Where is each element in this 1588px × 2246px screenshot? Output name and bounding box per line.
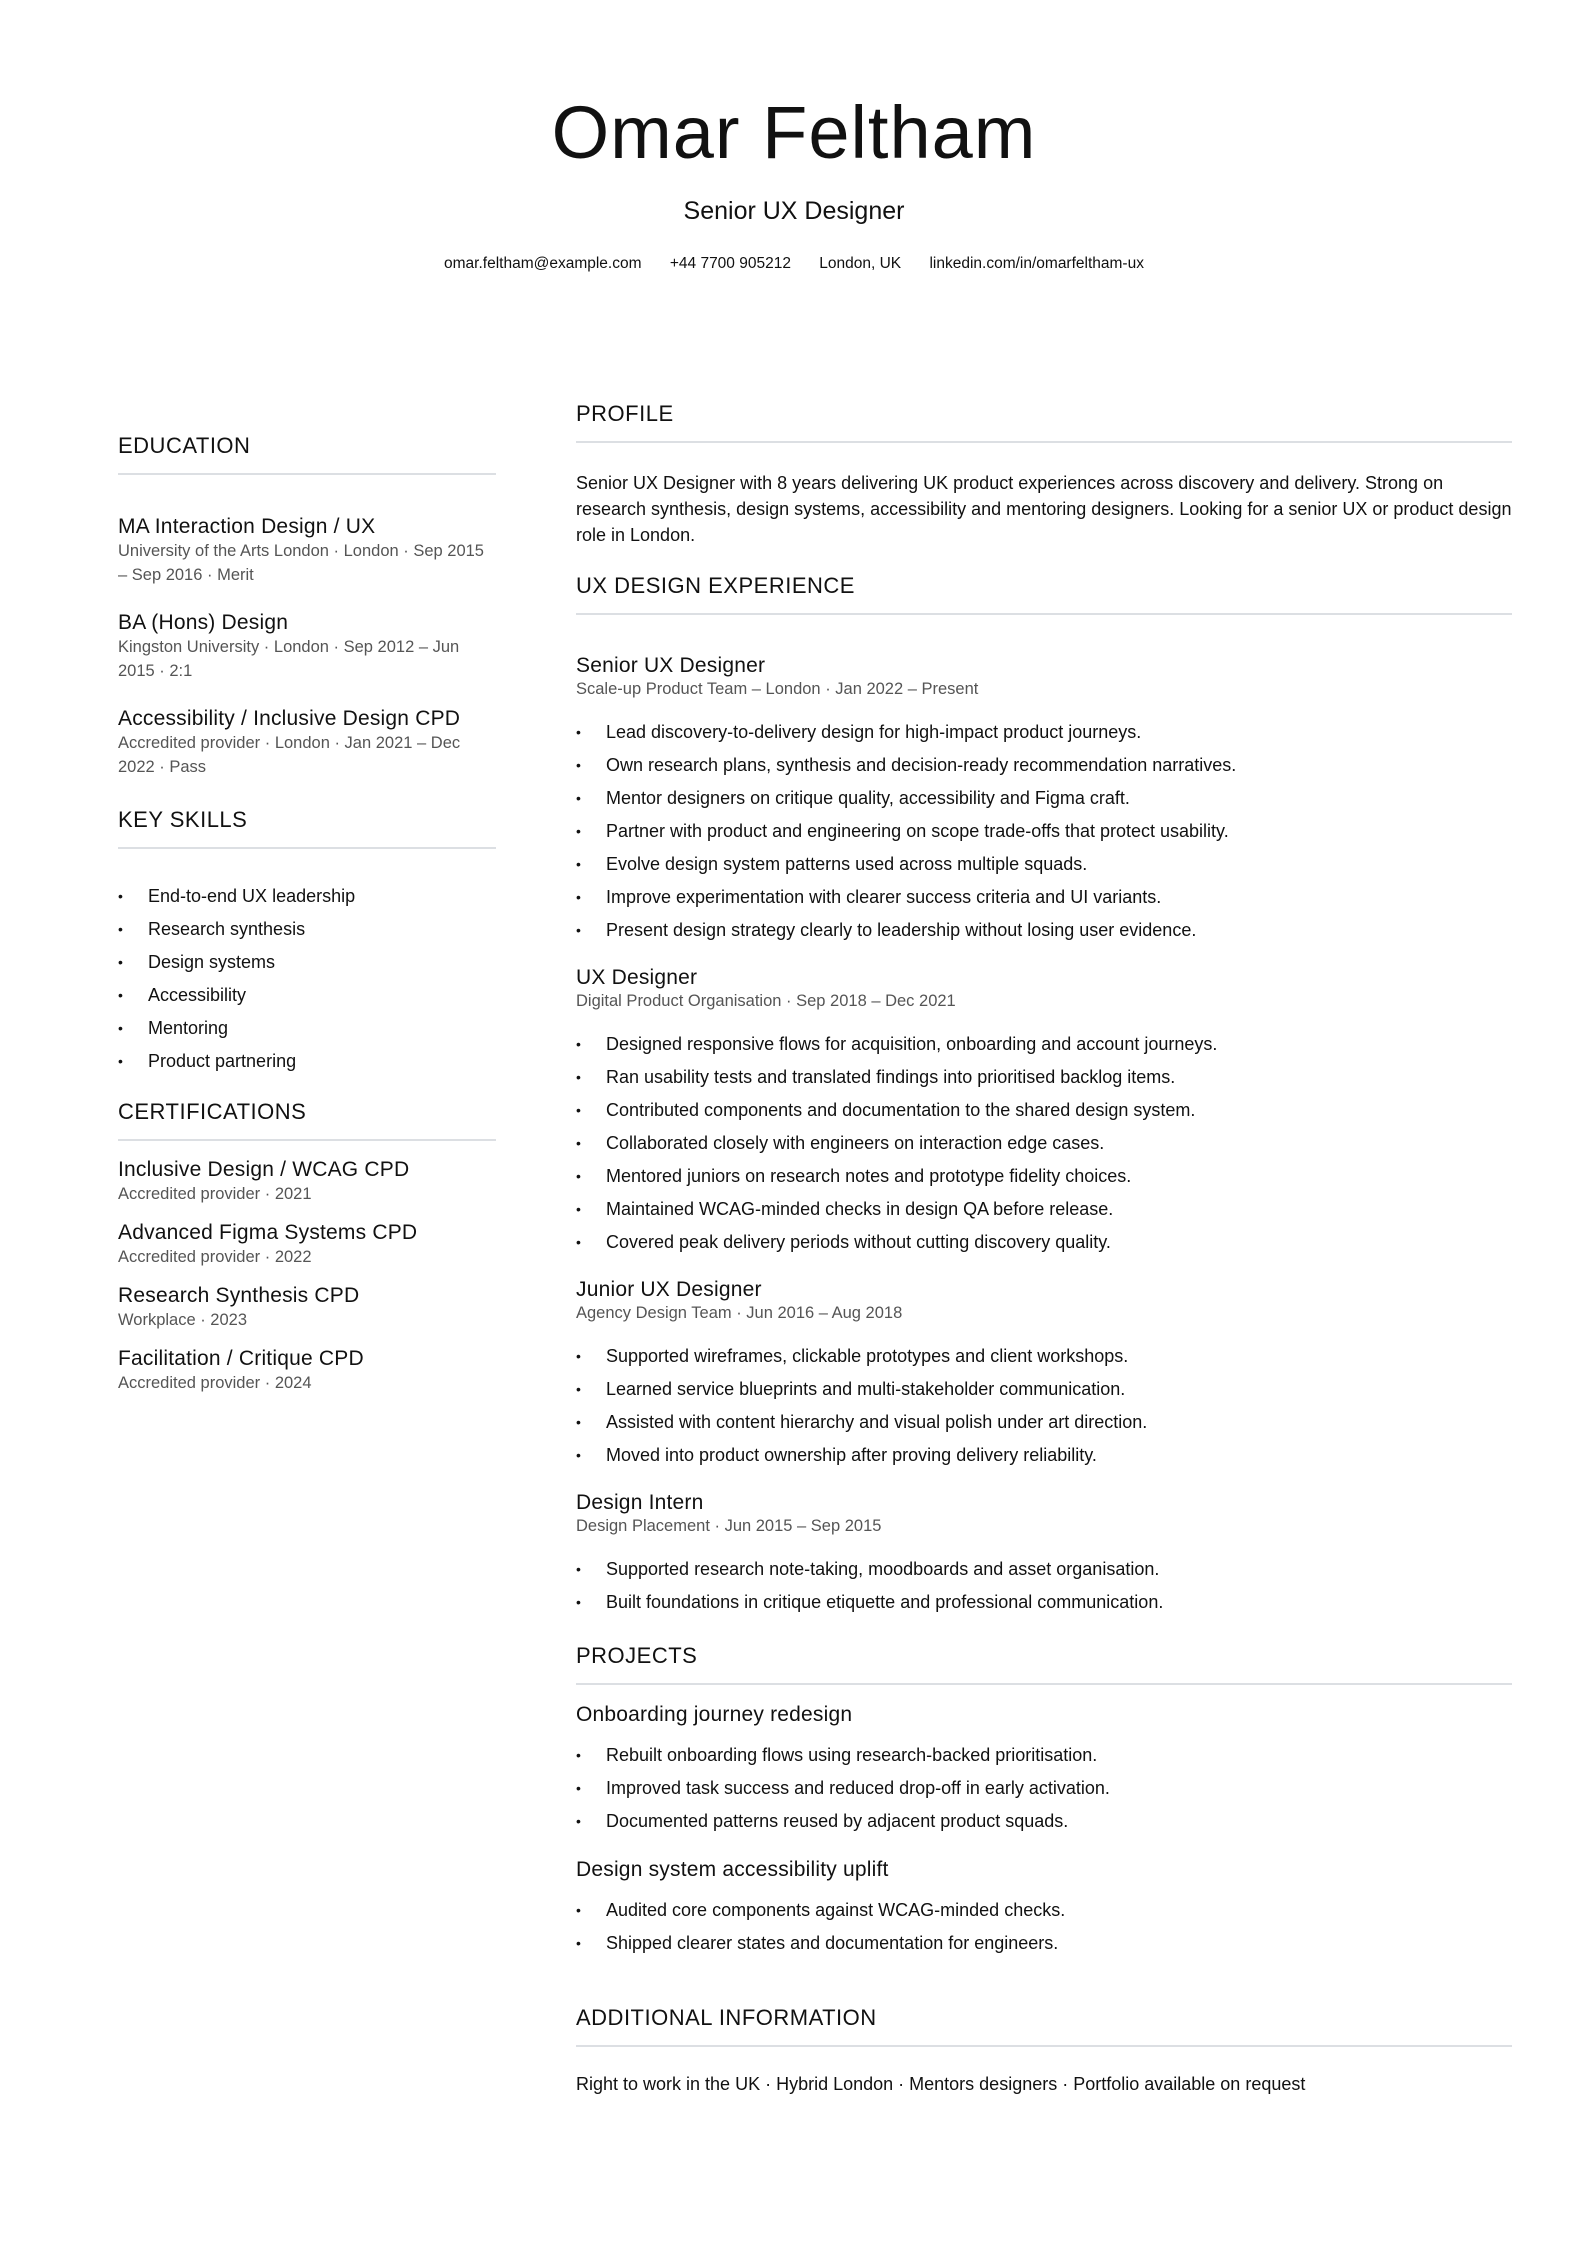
- skill-item: • Accessibility: [118, 979, 496, 1012]
- job-bullet: • Ran usability tests and translated findings into prioritised backlog items.: [576, 1061, 1512, 1094]
- candidate-role: Senior UX Designer: [683, 197, 905, 225]
- job-bullet: • Supported wireframes, clickable prototypes and client workshops.: [576, 1340, 1512, 1373]
- profile-text: Senior UX Designer with 8 years delivering UK product experiences across discovery and delivery. Strong on research synthesis, design systems, accessibility and mentoring designers. Looking for a senior UX or product design role in London.: [576, 473, 1512, 545]
- job-bullets: [576, 716, 1512, 947]
- job-sub: Scale-up Product Team – London · Jan 2022 – Present: [576, 680, 979, 698]
- contact-email[interactable]: omar.feltham@example.com: [444, 255, 642, 272]
- candidate-name: Omar Feltham: [551, 91, 1037, 174]
- education-item-title: MA Interaction Design / UX: [118, 515, 376, 538]
- certification-title: Advanced Figma Systems CPD: [118, 1221, 418, 1244]
- additional-text: Right to work in the UK · Hybrid London · Mentors designers · Portfolio available on request: [576, 2074, 1306, 2094]
- job-bullet: • Partner with product and engineering on scope trade-offs that protect usability.: [576, 815, 1512, 848]
- experience-rule: [576, 613, 1512, 615]
- job-bullet: • Designed responsive flows for acquisition, onboarding and account journeys.: [576, 1028, 1512, 1061]
- job-bullets: [576, 1340, 1512, 1472]
- education-item-title: BA (Hons) Design: [118, 611, 289, 634]
- contact-linkedin[interactable]: linkedin.com/in/omarfeltham-ux: [929, 255, 1144, 272]
- additional-rule: [576, 2045, 1512, 2047]
- certification-title: Inclusive Design / WCAG CPD: [118, 1158, 410, 1181]
- education-item-sub: University of the Arts London · London · Sep 2015 – Sep 2016 · Merit: [118, 542, 484, 584]
- job-bullet: • Assisted with content hierarchy and visual polish under art direction.: [576, 1406, 1512, 1439]
- job-title: UX Designer: [576, 966, 698, 989]
- job-bullet: • Evolve design system patterns used across multiple squads.: [576, 848, 1512, 881]
- job-title: Design Intern: [576, 1491, 704, 1514]
- education-item-sub: Accredited provider · London · Jan 2021 – Dec 2022 · Pass: [118, 734, 461, 776]
- job-title: Senior UX Designer: [576, 654, 766, 677]
- skills-heading: KEY SKILLS: [118, 807, 248, 832]
- certification-sub: Workplace · 2023: [118, 1311, 248, 1329]
- profile-heading: PROFILE: [576, 401, 674, 426]
- education-heading: EDUCATION: [118, 433, 251, 458]
- job-bullets: [576, 1028, 1512, 1259]
- skill-item: • Product partnering: [118, 1045, 496, 1078]
- job-bullet: • Own research plans, synthesis and decision-ready recommendation narratives.: [576, 749, 1512, 782]
- projects-rule: [576, 1683, 1512, 1685]
- job-bullet: • Present design strategy clearly to leadership without losing user evidence.: [576, 914, 1512, 947]
- job-bullet: • Contributed components and documentation to the shared design system.: [576, 1094, 1512, 1127]
- project-title: Design system accessibility uplift: [576, 1858, 889, 1881]
- projects-heading: PROJECTS: [576, 1643, 698, 1668]
- skills-rule: [118, 847, 496, 849]
- experience-heading: UX DESIGN EXPERIENCE: [576, 573, 855, 598]
- job-bullet: • Learned service blueprints and multi-stakeholder communication.: [576, 1373, 1512, 1406]
- certification-sub: Accredited provider · 2021: [118, 1185, 312, 1203]
- project-bullet: • Rebuilt onboarding flows using research-backed prioritisation.: [576, 1739, 1512, 1772]
- job-bullet: • Mentor designers on critique quality, accessibility and Figma craft.: [576, 782, 1512, 815]
- skills-list: [118, 880, 496, 1078]
- certifications-heading: CERTIFICATIONS: [118, 1099, 307, 1124]
- contact-location: London, UK: [819, 255, 902, 272]
- job-bullets: [576, 1553, 1512, 1619]
- project-bullet: • Improved task success and reduced drop-off in early activation.: [576, 1772, 1512, 1805]
- job-bullet: • Lead discovery-to-delivery design for high-impact product journeys.: [576, 716, 1512, 749]
- skill-item: • Research synthesis: [118, 913, 496, 946]
- job-bullet: • Mentored juniors on research notes and prototype fidelity choices.: [576, 1160, 1512, 1193]
- project-bullets: [576, 1739, 1512, 1838]
- certification-sub: Accredited provider · 2024: [118, 1374, 312, 1392]
- job-title: Junior UX Designer: [576, 1278, 762, 1301]
- skill-item: • End-to-end UX leadership: [118, 880, 496, 913]
- job-sub: Design Placement · Jun 2015 – Sep 2015: [576, 1517, 882, 1535]
- project-bullets: [576, 1894, 1512, 1960]
- contact-line: [0, 255, 1588, 273]
- education-item-title: Accessibility / Inclusive Design CPD: [118, 707, 461, 730]
- additional-heading: ADDITIONAL INFORMATION: [576, 2005, 877, 2030]
- job-bullet: • Supported research note-taking, moodboards and asset organisation.: [576, 1553, 1512, 1586]
- job-bullet: • Covered peak delivery periods without cutting discovery quality.: [576, 1226, 1512, 1259]
- job-sub: Digital Product Organisation · Sep 2018 – Dec 2021: [576, 992, 956, 1010]
- job-bullet: • Maintained WCAG-minded checks in design QA before release.: [576, 1193, 1512, 1226]
- project-bullet: • Audited core components against WCAG-minded checks.: [576, 1894, 1512, 1927]
- job-bullet: • Moved into product ownership after proving delivery reliability.: [576, 1439, 1512, 1472]
- education-item-sub: Kingston University · London · Sep 2012 – Jun 2015 · 2:1: [118, 638, 460, 680]
- certifications-rule: [118, 1139, 496, 1141]
- profile-rule: [576, 441, 1512, 443]
- job-bullet: • Improve experimentation with clearer success criteria and UI variants.: [576, 881, 1512, 914]
- certification-title: Research Synthesis CPD: [118, 1284, 360, 1307]
- skill-item: • Mentoring: [118, 1012, 496, 1045]
- contact-phone[interactable]: +44 7700 905212: [669, 255, 791, 272]
- job-sub: Agency Design Team · Jun 2016 – Aug 2018: [576, 1304, 903, 1322]
- certification-title: Facilitation / Critique CPD: [118, 1347, 364, 1370]
- skill-item: • Design systems: [118, 946, 496, 979]
- certification-sub: Accredited provider · 2022: [118, 1248, 312, 1266]
- education-rule: [118, 473, 496, 475]
- project-title: Onboarding journey redesign: [576, 1703, 853, 1726]
- job-bullet: • Built foundations in critique etiquette and professional communication.: [576, 1586, 1512, 1619]
- project-bullet: • Shipped clearer states and documentation for engineers.: [576, 1927, 1512, 1960]
- project-bullet: • Documented patterns reused by adjacent product squads.: [576, 1805, 1512, 1838]
- job-bullet: • Collaborated closely with engineers on interaction edge cases.: [576, 1127, 1512, 1160]
